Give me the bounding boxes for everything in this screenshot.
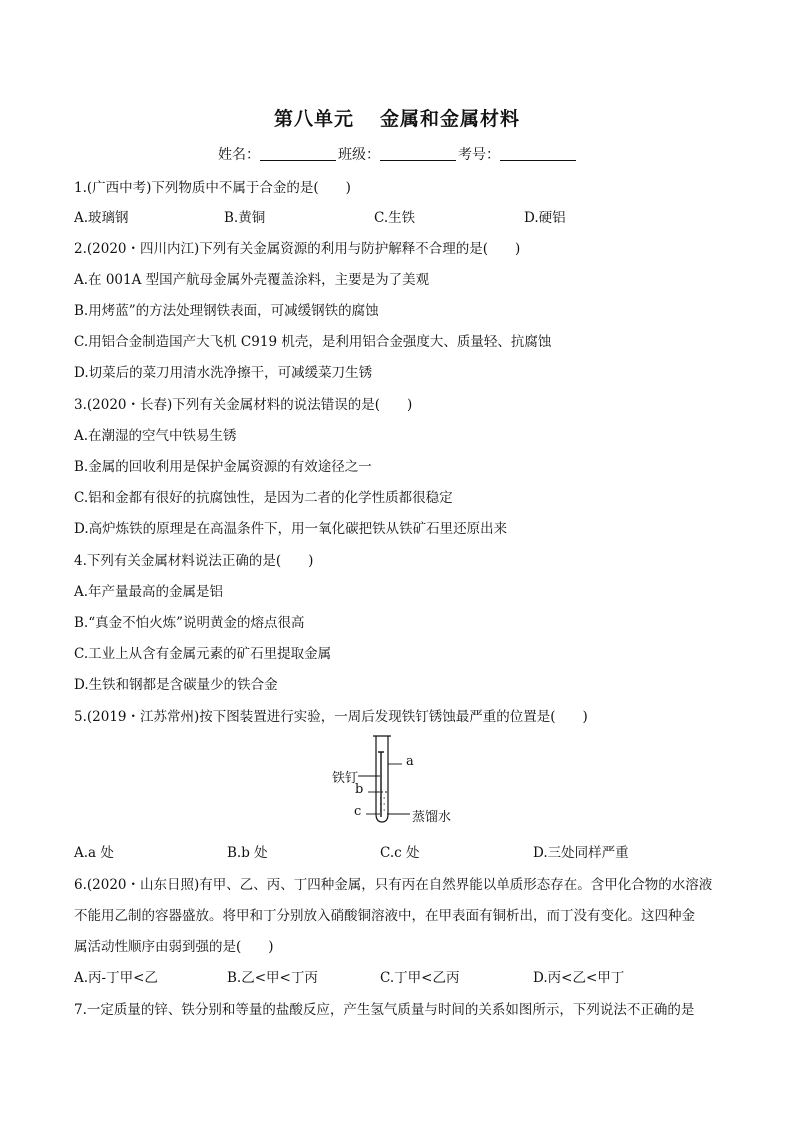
q1-option-b: B.黄铜 xyxy=(224,210,266,226)
label-c: c xyxy=(354,804,362,819)
label-water: 蒸馏水 xyxy=(412,810,452,825)
q1-option-d: D.硬铝 xyxy=(524,210,566,226)
q5-option-d: D.三处同样严重 xyxy=(533,845,629,861)
q3-option-c: C.铝和金都有很好的抗腐蚀性，是因为二者的化学性质都很稳定 xyxy=(74,490,453,506)
title-unit: 第八单元 xyxy=(273,108,354,130)
q4-option-c: C.工业上从含有金属元素的矿石里提取金属 xyxy=(74,646,332,662)
exam-number-label: 考号： xyxy=(458,147,500,163)
q6-line-3: 属活动性顺序由弱到强的是( ) xyxy=(74,939,274,955)
q5-stem: 5.(2019・江苏常州)按下图装置进行实验，一周后发现铁钉锈蚀最严重的位置是( ) xyxy=(74,709,588,725)
q1-stem: 1.(广西中考)下列物质中不属于合金的是( ) xyxy=(74,180,351,196)
q4-option-d: D.生铁和钢都是含碳量少的铁合金 xyxy=(74,677,278,693)
q5-option-b: B.b 处 xyxy=(227,845,268,861)
q6-line-2: 不能用乙制的容器盛放。将甲和丁分别放入硝酸铜溶液中，在甲表面有铜析出，而丁没有变化。这四种金 xyxy=(74,908,695,924)
q5-options xyxy=(74,841,686,861)
q6-option-d: D.丙<乙<甲丁 xyxy=(533,970,625,986)
class-blank[interactable] xyxy=(380,146,456,161)
q3-stem: 3.(2020・长春)下列有关金属材料的说法错误的是( ) xyxy=(74,397,413,413)
q2-stem: 2.(2020・四川内江)下列有关金属资源的利用与防护解释不合理的是( ) xyxy=(74,241,521,257)
label-a: a xyxy=(406,754,414,769)
label-nail: 铁钉 xyxy=(332,771,359,786)
q6-option-c: C.丁甲<乙丙 xyxy=(380,970,460,986)
q2-option-c: C.用铝合金制造国产大飞机 C919 机壳，是利用铝合金强度大、质量轻、抗腐蚀 xyxy=(74,334,552,350)
class-label: 班级： xyxy=(338,147,380,163)
q1-options xyxy=(74,206,674,226)
label-b: b xyxy=(355,782,364,797)
q6-option-b: B.乙<甲<丁丙 xyxy=(227,970,318,986)
q6-option-a: A.丙-丁甲<乙 xyxy=(74,970,158,986)
q4-option-b: B.“真金不怕火炼”说明黄金的熔点很高 xyxy=(74,615,305,631)
q3-option-a: A.在潮湿的空气中铁易生锈 xyxy=(74,428,237,444)
q2-option-a: A.在 001A 型国产航母金属外壳覆盖涂料，主要是为了美观 xyxy=(74,272,430,288)
q6-options xyxy=(74,966,686,986)
name-label: 姓名： xyxy=(218,147,260,163)
q5-option-a: A.a 处 xyxy=(74,845,114,861)
title-topic: 金属和金属材料 xyxy=(380,108,521,130)
exam-number-blank[interactable] xyxy=(500,146,576,161)
student-info xyxy=(218,144,578,164)
q5-option-c: C.c 处 xyxy=(380,845,420,861)
page-title xyxy=(0,104,794,131)
tube-outline xyxy=(376,736,388,822)
q1-option-c: C.生铁 xyxy=(374,210,416,226)
test-tube-figure xyxy=(330,734,470,830)
q3-option-b: B.金属的回收利用是保护金属资源的有效途径之一 xyxy=(74,459,372,475)
q7-stem: 7.一定质量的锌、铁分别和等量的盐酸反应，产生氢气质量与时间的关系如图所示，下列说法不正确的是 xyxy=(74,1002,695,1018)
q4-stem: 4.下列有关金属材料说法正确的是( ) xyxy=(74,553,314,569)
name-blank[interactable] xyxy=(260,146,336,161)
q4-option-a: A.年产量最高的金属是铝 xyxy=(74,584,224,600)
q6-line-1: 6.(2020・山东日照)有甲、乙、丙、丁四种金属，只有丙在自然界能以单质形态存在。含甲化合物的水溶液 xyxy=(74,877,713,893)
q2-option-d: D.切菜后的菜刀用清水洗净擦干，可减缓菜刀生锈 xyxy=(74,365,373,381)
q2-option-b: B.用烤蓝”的方法处理钢铁表面，可减缓钢铁的腐蚀 xyxy=(74,303,379,319)
q1-option-a: A.玻璃钢 xyxy=(74,210,129,226)
q3-option-d: D.高炉炼铁的原理是在高温条件下，用一氧化碳把铁从铁矿石里还原出来 xyxy=(74,521,508,537)
